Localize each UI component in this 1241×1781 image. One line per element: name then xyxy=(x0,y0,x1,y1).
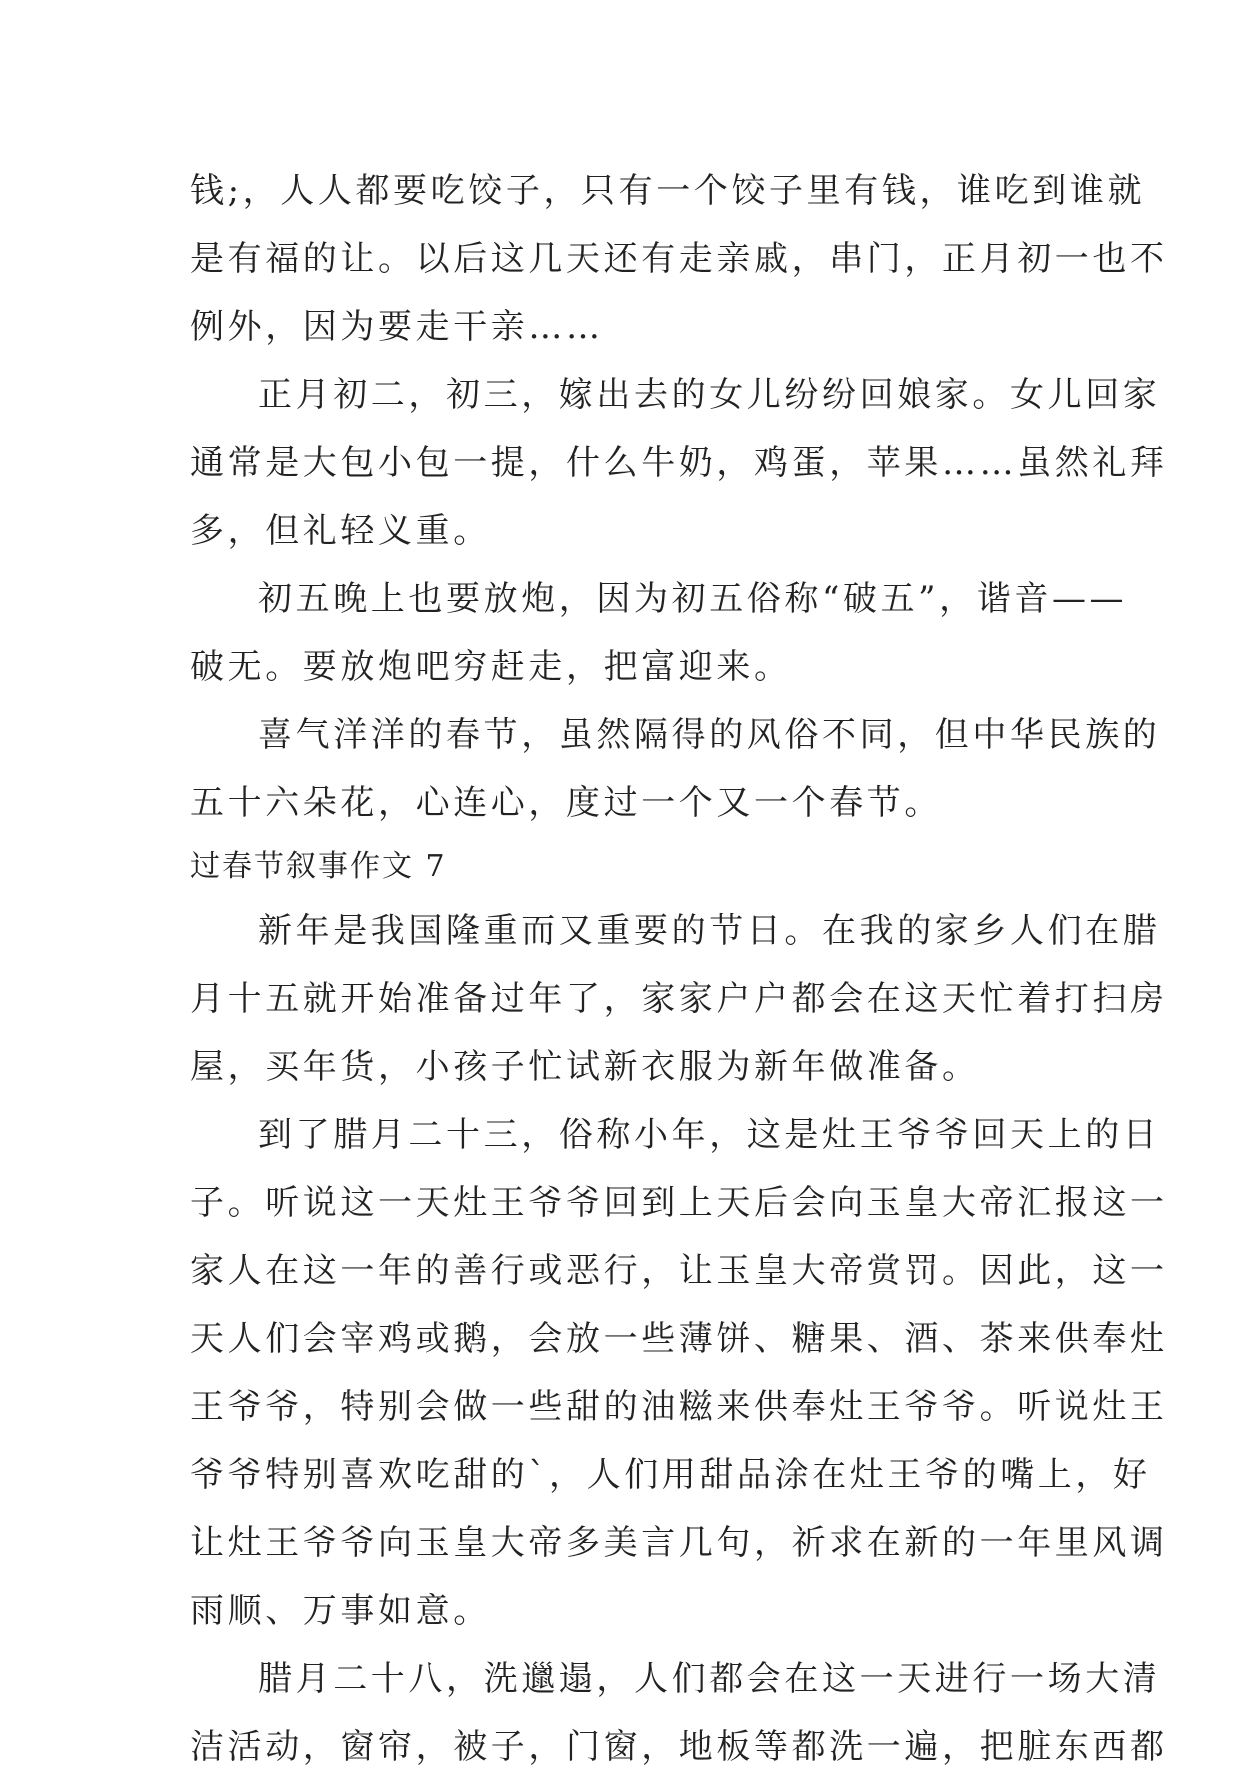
paragraph-start-line: 初五晚上也要放炮，因为初五俗称“破五”，谐音—— xyxy=(258,579,1128,619)
section-heading: 过春节叙事作文 7 xyxy=(190,849,447,884)
paragraph-start-line: 正月初二，初三，嫁出去的女儿纷纷回娘家。女儿回家 xyxy=(258,375,1161,415)
text-line: 洁活动，窗帘，被子，门窗，地板等都洗一遍，把脏东西都 xyxy=(190,1727,1168,1767)
paragraph-start-line: 喜气洋洋的春节，虽然隔得的风俗不同，但中华民族的 xyxy=(258,715,1161,755)
text-line: 家人在这一年的善行或恶行，让玉皇大帝赏罚。因此，这一 xyxy=(190,1251,1168,1291)
text-line: 破无。要放炮吧穷赶走，把富迎来。 xyxy=(190,647,792,687)
body-text xyxy=(190,157,1168,1781)
text-line: 爷爷特别喜欢吃甜的`，人们用甜品涂在灶王爷的嘴上，好 xyxy=(190,1455,1151,1495)
paragraph-start-line: 新年是我国隆重而又重要的节日。在我的家乡人们在腊 xyxy=(258,911,1161,951)
text-line: 是有福的让。以后这几天还有走亲戚，串门，正月初一也不 xyxy=(190,239,1168,279)
text-line: 天人们会宰鸡或鹅，会放一些薄饼、糖果、酒、茶来供奉灶 xyxy=(190,1319,1168,1359)
text-line: 雨顺、万事如意。 xyxy=(190,1591,491,1631)
paragraph-start-line: 腊月二十八，洗邋遢，人们都会在这一天进行一场大清 xyxy=(258,1659,1161,1699)
text-line: 钱;，人人都要吃饺子，只有一个饺子里有钱，谁吃到谁就 xyxy=(190,171,1146,211)
text-line: 让灶王爷爷向玉皇大帝多美言几句，祈求在新的一年里风调 xyxy=(190,1523,1168,1563)
paragraph-start-line: 到了腊月二十三，俗称小年，这是灶王爷爷回天上的日 xyxy=(258,1115,1161,1155)
text-line: 屋，买年货，小孩子忙试新衣服为新年做准备。 xyxy=(190,1047,980,1087)
text-line: 王爷爷，特别会做一些甜的油糍来供奉灶王爷爷。听说灶王 xyxy=(190,1387,1168,1427)
text-line: 月十五就开始准备过年了，家家户户都会在这天忙着打扫房 xyxy=(190,979,1168,1019)
text-line: 多，但礼轻义重。 xyxy=(190,511,491,551)
text-line: 子。听说这一天灶王爷爷回到上天后会向玉皇大帝汇报这一 xyxy=(190,1183,1168,1223)
text-line: 例外，因为要走干亲…… xyxy=(190,307,604,347)
text-line: 五十六朵花，心连心，度过一个又一个春节。 xyxy=(190,783,942,823)
text-line: 通常是大包小包一提，什么牛奶，鸡蛋，苹果……虽然礼拜 xyxy=(190,443,1168,483)
